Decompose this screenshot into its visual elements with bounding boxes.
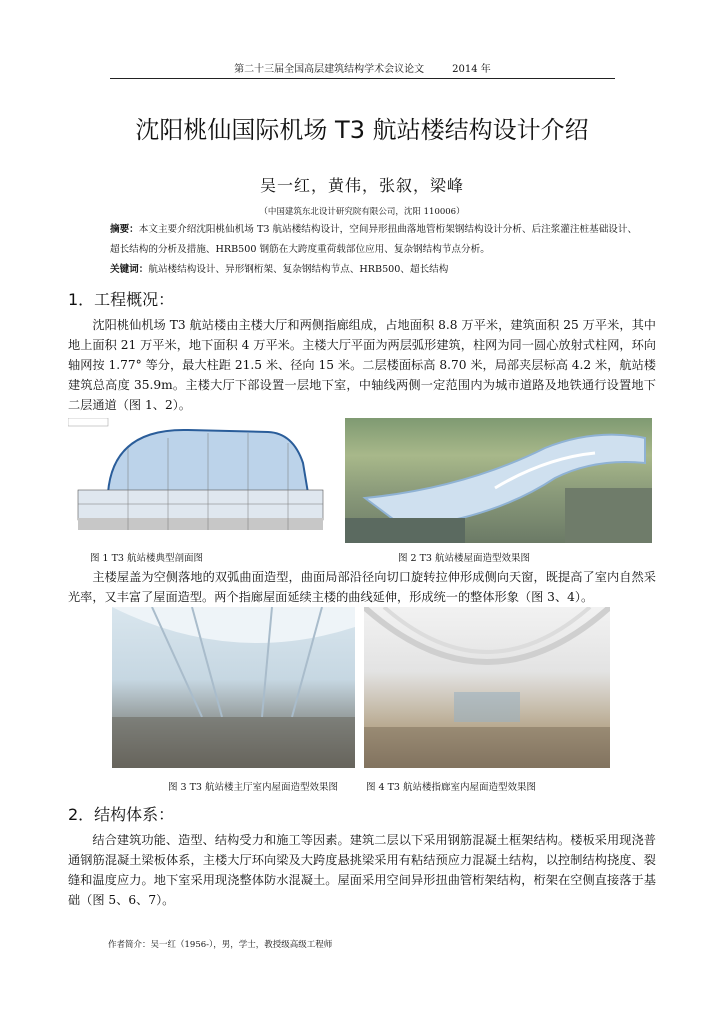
abstract [110,220,640,260]
figure-3-caption: 图 3 T3 航站楼主厅室内屋面造型效果图 [168,782,338,793]
keywords-text: 航站楼结构设计、异形钢桁架、复杂钢结构节点、HRB500、超长结构 [148,264,449,275]
paragraph-3: 结合建筑功能、造型、结构受力和施工等因素。建筑二层以下采用钢筋混凝土框架结构。楼板采用现浇普通钢筋混凝土梁板体系，主楼大厅环向梁及大跨度悬挑梁采用有粘结预应力混凝土结构，以控制结构挠度、裂缝和温度应力。地下室采用现浇整体防水混凝土。屋面采用空间异形扭曲管桁架结构，桁架在空侧直接落于基础（图 5、6、7）。 [68,833,656,907]
authors: 吴一红，黄伟，张叙，梁峰 [259,176,464,195]
figure-1-section-drawing [68,418,330,543]
abstract-label: 摘要： [110,224,139,235]
abstract-block [110,220,640,280]
figure-2-aerial-render [345,418,652,543]
paper-title: 沈阳桃仙国际机场 T3 航站楼结构设计介绍 [135,116,589,144]
figure-3-main-hall-interior [112,607,355,768]
figure-4-caption: 图 4 T3 航站楼指廊室内屋面造型效果图 [366,782,536,793]
figure-4-concourse-interior [364,607,610,768]
author-footnote: 作者简介：吴一红（1956-），男，学士，教授级高级工程师 [108,940,333,950]
section-heading-1: 1．工程概况： [68,290,175,309]
affiliation: （中国建筑东北设计研究院有限公司，沈阳 110006） [259,207,465,217]
abstract-text: 本文主要介绍沈阳桃仙机场 T3 航站楼结构设计，空间异形扭曲落地管桁架钢结构设计分析、后注浆灌注桩基础设计、超长结构的分析及措施、HRB500 钢筋在大跨度重荷载部位应用、复杂钢结构节点分析。 [110,224,638,255]
running-header [110,60,615,79]
header-year: 2014 年 [452,64,491,75]
keywords-label: 关键词： [110,264,149,275]
paragraph-2: 主楼屋盖为空侧落地的双弧曲面造型，曲面局部沿径向切口旋转拉伸形成侧向天窗，既提高了室内自然采光率，又丰富了屋面造型。两个指廊屋面延续主楼的曲线延伸，形成统一的整体形象（图 3、4）。 [68,570,656,604]
keywords [110,260,640,280]
header-conference: 第二十三届全国高层建筑结构学术会议论文 [234,64,425,75]
section-heading-2: 2．结构体系： [68,805,175,824]
figure-1-caption: 图 1 T3 航站楼典型剖面图 [90,553,203,564]
paragraph-1: 沈阳桃仙机场 T3 航站楼由主楼大厅和两侧指廊组成，占地面积 8.8 万平米，建筑面积 25 万平米，其中地上面积 21 万平米，地下面积 4 万平米。主楼大厅平面为两层弧形建筑，柱网为同一圆心放射式柱网，环向轴网按 1.77° 等分，最大柱距 21.5 米、径向 15 米。二层楼面标高 8.70 米，局部夹层标高 4.2 米，航站楼建筑总高度 35.9m。主楼大厅下部设置一层地下室，中轴线两侧一定范围内为城市道路及地铁通行设置地下二层通道（图 1、2）。 [68,318,656,412]
figure-2-caption: 图 2 T3 航站楼屋面造型效果图 [398,553,530,564]
